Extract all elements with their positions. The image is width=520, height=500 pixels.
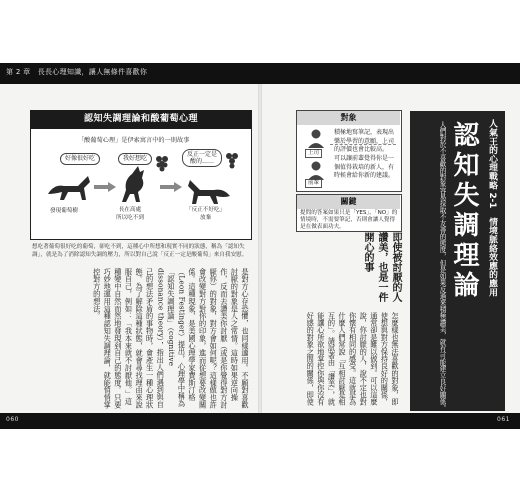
page-number-right: 061 xyxy=(497,416,510,423)
series-label: 人氣王的心理戰略 2-1 情境脈絡效應的應用 xyxy=(487,119,497,297)
bubble-want-eat: 我好想吃 xyxy=(118,153,152,165)
arrow-right-icon xyxy=(94,182,116,192)
bubble-must-be-sour: 反正一定是 酸的…… xyxy=(182,149,222,167)
bubble-looks-tasty: 好像很好吃 xyxy=(60,153,100,165)
caption-find-tree: 發現葡萄樹 xyxy=(50,208,78,214)
senior-text: 可以讓前輩覺得你是一個值得栽培的新人，有時候會給你新的建議。 xyxy=(334,155,395,179)
illustration-title: 認知失調理論和酸葡萄心理 xyxy=(30,110,252,129)
section-divider xyxy=(330,144,396,145)
title-panel xyxy=(410,111,505,411)
page-number-left: 060 xyxy=(6,416,19,423)
fox-leaving-icon xyxy=(184,176,234,206)
key-section-title: 關鍵 xyxy=(297,195,400,209)
footer-bar xyxy=(0,413,520,429)
fox-looking-icon xyxy=(44,170,94,204)
grapes-icon xyxy=(224,151,242,169)
role-boss: 上司 xyxy=(305,149,322,158)
caption-too-high: 長在高處 所以吃不到 xyxy=(116,207,144,221)
main-title: 認知失調理論 xyxy=(449,121,479,301)
illustration-description: 想吃著葡萄很好吃的葡萄，卻吃不到，這種心中所想和現實不同的狀態，稱為「認知失調」，就是為了消除認知失調的壓力，所以對自己說「反正一定是酸葡萄」來自我安慰。 xyxy=(32,244,248,258)
right-heading: 即使被討厭的人讚美，也是一件開心的事 xyxy=(362,232,401,302)
role-senior: 前輩 xyxy=(305,179,322,188)
fox-jumping-icon xyxy=(112,164,152,206)
title-subtitle: 人們對於不喜歡的對象容易採取不友善的態度，但是如果反過來積極讚美，就有可能建立良好關係。 xyxy=(438,121,446,411)
chapter-header: 第 2 章 長長心理知識，讓人無條件喜歡你 xyxy=(6,68,148,76)
boss-text: 積極地寫筆記，表現出樂於學習的意願，上司的評價也會比較高。 xyxy=(334,129,395,153)
left-body-text: 是對方心存恐懼，也同樣適用。不願對喜歡討厭的對象是人之常情。這時如果逆向操作，反而去讚美你討厭（或是你覺得對方討厭你）的對象，對方會如何呢？這樣做也許會改變對方對你的印象，進而從想要改變關係。這種現象，是美國心理學家費斯汀格（Leon Festinger）提出，心理學中稱為「認知失調理論」（cognitive dissonance theory），指出人們遇到與自己的想法矛盾的事物時，會產生一種心理狀態。為了解除這種狀態，就會尋找理由來說服自己，例如：「我本來就不討厭他。」這種變中自然而然地發現到自己的態度。只要巧妙地運用這種認知失調理論，就能悄悄掌控對方的想法。 xyxy=(92,268,250,409)
grapes-icon xyxy=(154,154,172,172)
caption-give-up: 「反正不好吃」 放棄 xyxy=(186,207,226,221)
arrow-right-icon xyxy=(160,182,182,192)
book-gutter xyxy=(258,84,262,413)
right-body-text: 怎麼樣也無法喜歡的對象，即使想與對方保持良好的關係，通常卻是難以做到。可以這麼說，你討厭的人，說不定也對你懷有相同的感受。這就是為什麼人們常說「互相討厭是相互的」。請試著由「讚美」，就能讓心所欲地掌控你與你沒有好感的對象之間的關係，即使 xyxy=(306,312,400,406)
sour-grapes-note: 「酸葡萄心理」是伊索寓言中的一則故事 xyxy=(78,137,190,144)
target-section-title: 對象 xyxy=(297,111,400,125)
key-text: 提問的答案如果只是「YES」、「NO」的情境時，不需要筆記，否則會讓人覺得是在做表面功夫。 xyxy=(300,210,398,230)
